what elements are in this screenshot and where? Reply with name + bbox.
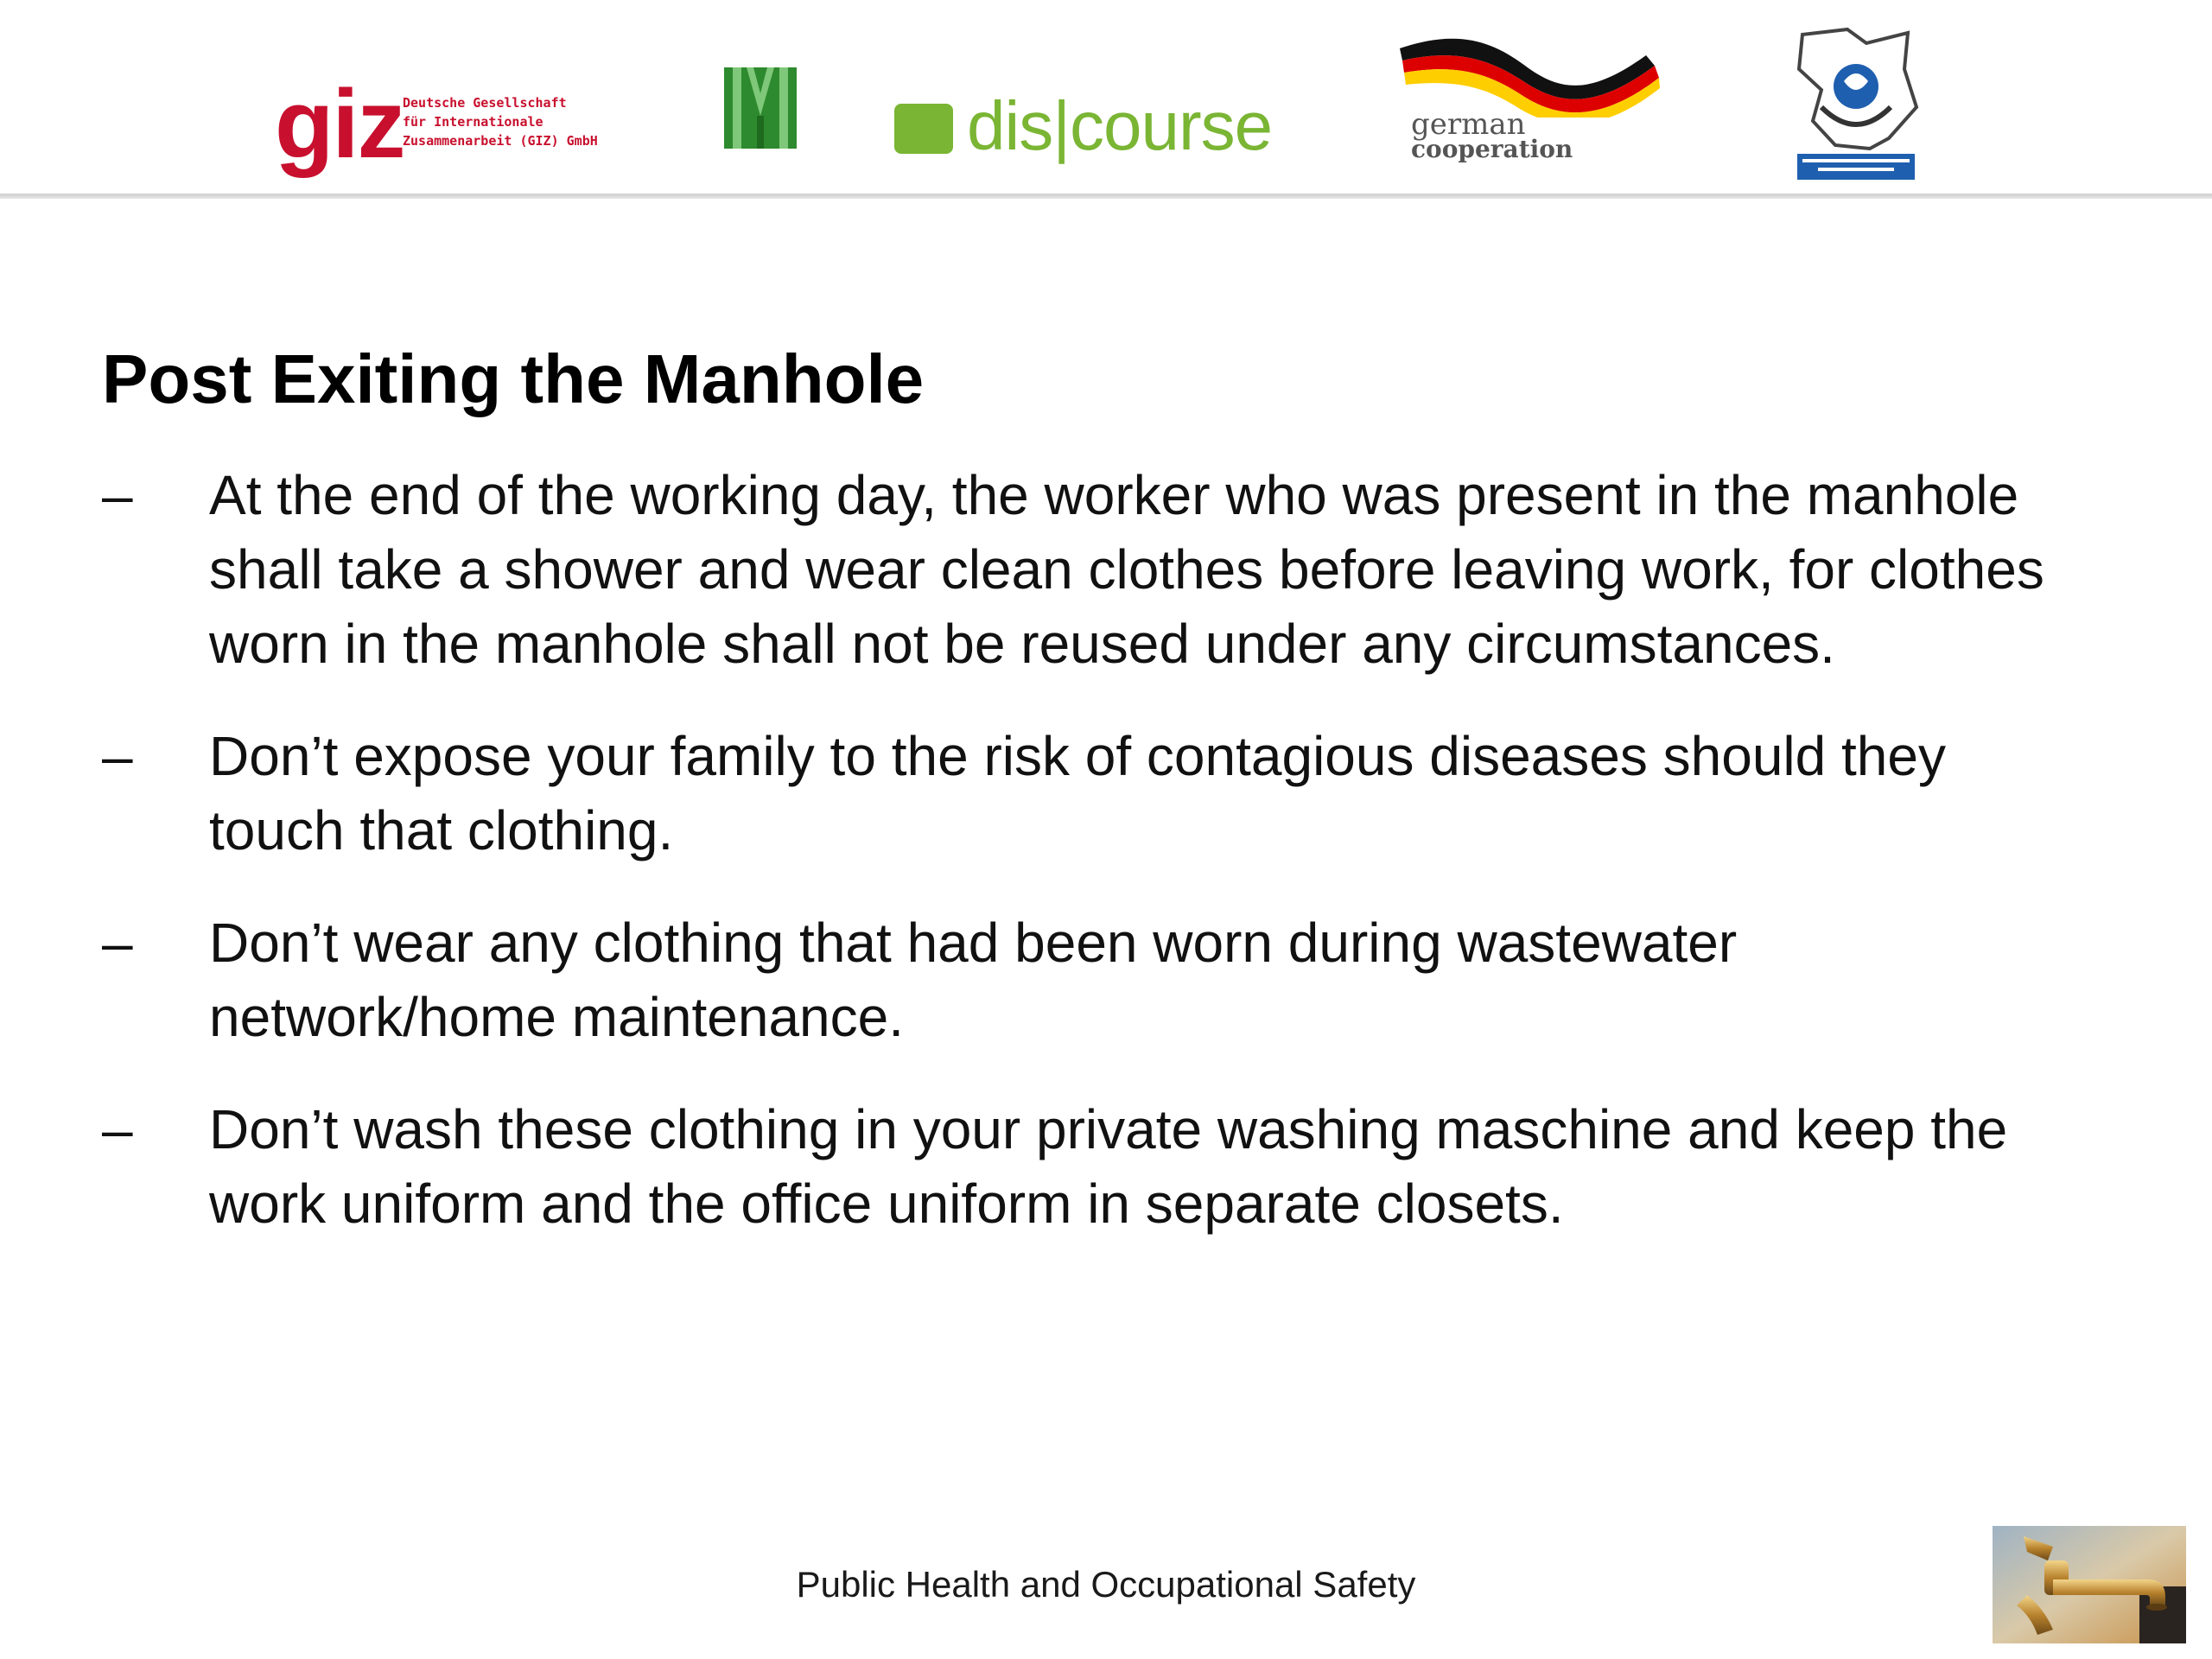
german-cooperation-line2: cooperation bbox=[1411, 135, 1573, 163]
slide-title: Post Exiting the Manhole bbox=[102, 340, 925, 417]
bullet-dash: – bbox=[102, 725, 133, 787]
bullet-item bbox=[102, 719, 2089, 868]
water-tap-photo bbox=[1993, 1526, 2186, 1643]
german-flag-ribbon-icon bbox=[1395, 31, 1672, 118]
german-cooperation-line1: german bbox=[1411, 107, 1526, 142]
ministry-logo bbox=[724, 64, 797, 152]
discourse-square-icon bbox=[894, 104, 953, 154]
bullet-item bbox=[102, 1092, 2089, 1241]
german-cooperation-logo bbox=[1395, 31, 1672, 187]
bullet-list bbox=[102, 458, 2089, 1279]
bullet-dash: – bbox=[102, 464, 133, 526]
logo-band bbox=[0, 0, 2212, 194]
giz-wordmark: giz bbox=[275, 70, 404, 178]
water-tap-icon bbox=[1993, 1526, 2186, 1643]
bullet-dash: – bbox=[102, 912, 133, 974]
header-divider bbox=[0, 194, 2212, 199]
discourse-wordmark: dis|course bbox=[967, 87, 1273, 164]
bullet-text: Don’t wear any clothing that had been worn during wastewater network/home maintenance. bbox=[209, 912, 1738, 1048]
giz-logo bbox=[275, 70, 620, 180]
giz-subtitle: Deutsche Gesellschaft für Internationale Zusammenarbeit (GIZ) GmbH bbox=[403, 95, 598, 149]
wstf-emblem-icon bbox=[1787, 24, 1925, 188]
bullet-item bbox=[102, 906, 2089, 1054]
bullet-text: Don’t wash these clothing in your private washing maschine and keep the work uniform and the office uniform in separate closets. bbox=[209, 1098, 2008, 1235]
bullet-item bbox=[102, 458, 2089, 681]
ministry-mark-icon bbox=[724, 64, 797, 152]
footer-text: Public Health and Occupational Safety bbox=[796, 1564, 1416, 1605]
wstf-logo bbox=[1787, 24, 1925, 188]
bullet-text: Don’t expose your family to the risk of contagious diseases should they touch that clothing. bbox=[209, 725, 1946, 861]
discourse-logo bbox=[894, 86, 1300, 173]
bullet-text: At the end of the working day, the worker who was present in the manhole shall take a shower and wear clean clothes before leaving work, for clothes worn in the manhole shall not be reused under any circumstances. bbox=[209, 464, 2044, 675]
bullet-dash: – bbox=[102, 1098, 133, 1160]
